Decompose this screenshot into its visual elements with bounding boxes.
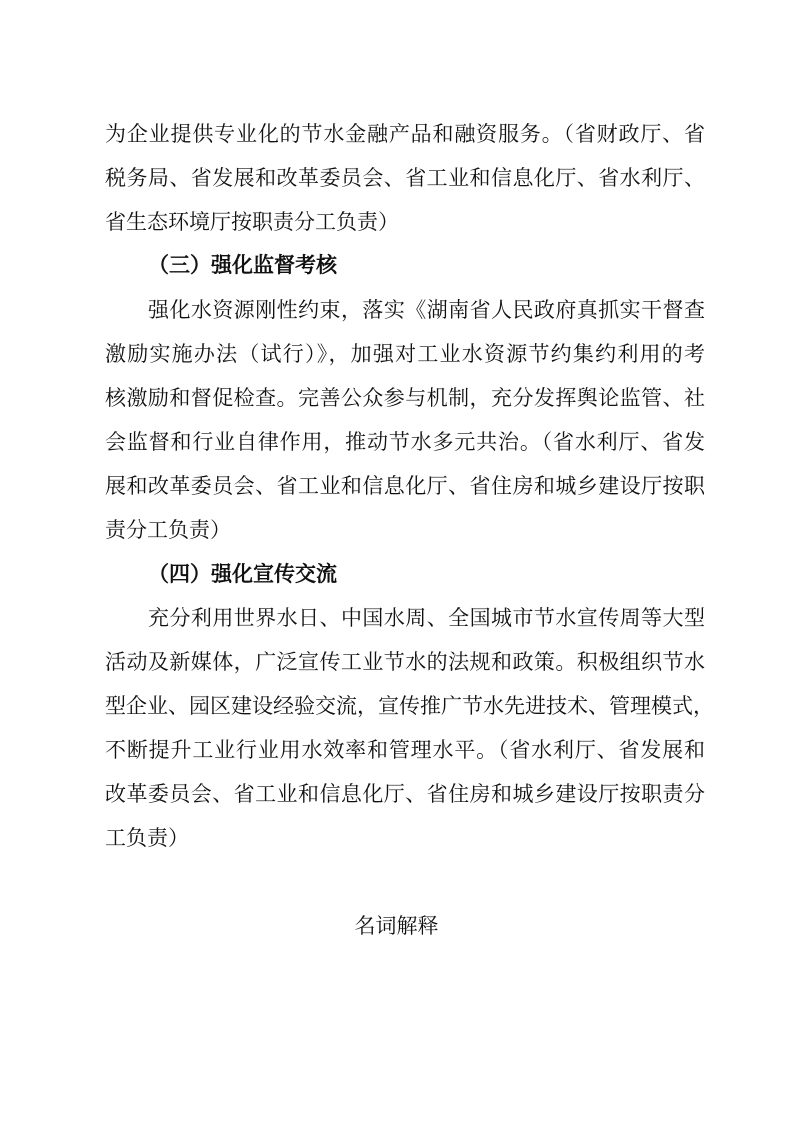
paragraph-1-line-2: 税务局、省发展和改革委员会、省工业和信息化厅、省水利厅、 [105, 166, 705, 190]
section-3-line-2: 激励实施办法（试行）》，加强对工业水资源节约集约利用的考 [105, 342, 705, 366]
section-3-line-6: 责分工负责） [105, 518, 231, 542]
section-3-line-4: 会监督和行业自律作用，推动节水多元共治。（省水利厅、省发 [105, 430, 705, 454]
section-3-line-3: 核激励和督促检查。完善公众参与机制，充分发挥舆论监管、社 [105, 386, 705, 410]
paragraph-1-line-3: 省生态环境厅按职责分工负责） [105, 210, 399, 234]
section-3-line-5: 展和改革委员会、省工业和信息化厅、省住房和城乡建设厅按职 [105, 474, 705, 498]
section-3-heading: （三）强化监督考核 [148, 253, 337, 277]
section-3-line-1: 强化水资源刚性约束，落实《湖南省人民政府真抓实干督查 [148, 298, 705, 322]
section-4-line-2: 活动及新媒体，广泛宣传工业节水的法规和政策。积极组织节水 [105, 650, 705, 674]
section-4-line-5: 改革委员会、省工业和信息化厅、省住房和城乡建设厅按职责分 [105, 782, 705, 806]
section-4-heading: （四）强化宣传交流 [148, 562, 337, 586]
glossary-title: 名词解释 [354, 914, 439, 938]
section-4-line-1: 充分利用世界水日、中国水周、全国城市节水宣传周等大型 [148, 606, 705, 630]
paragraph-1-line-1: 为企业提供专业化的节水金融产品和融资服务。（省财政厅、省 [105, 122, 705, 146]
section-4-line-3: 型企业、园区建设经验交流，宣传推广节水先进技术、管理模式， [105, 694, 714, 718]
section-4-line-6: 工负责） [105, 826, 189, 850]
section-4-line-4: 不断提升工业行业用水效率和管理水平。（省水利厅、省发展和 [105, 738, 705, 762]
